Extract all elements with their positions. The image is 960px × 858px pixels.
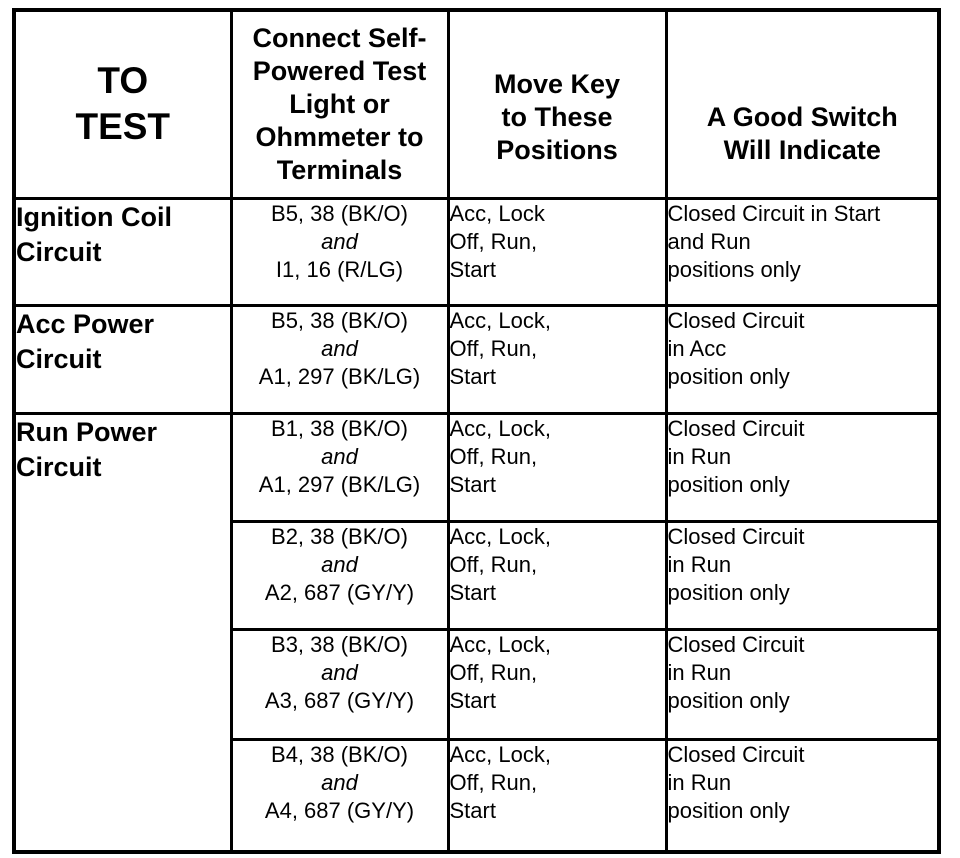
indication-line: Closed Circuit: [667, 415, 805, 441]
header-row: [14, 10, 939, 198]
indication-line: Closed Circuit: [667, 741, 805, 767]
indication-cell: [666, 521, 939, 629]
and-connector: and: [321, 659, 358, 685]
key-position-line: Off, Run,: [449, 769, 538, 795]
indication-line: position only: [667, 687, 790, 713]
indication-line: Closed Circuit: [667, 523, 805, 549]
header-line: Terminals: [276, 154, 403, 185]
header-line: Light or: [289, 88, 390, 119]
key-position-line: Start: [449, 797, 496, 823]
key-position-line: Acc, Lock,: [449, 415, 551, 441]
switch-test-table-wrapper: [12, 8, 937, 850]
terminal-a: B1, 38 (BK/O): [271, 415, 408, 441]
indication-line: Closed Circuit: [667, 631, 805, 657]
table-row: [14, 198, 939, 305]
table-row: [14, 413, 939, 521]
test-circuit-cell: [14, 413, 231, 852]
key-position-line: Start: [449, 687, 496, 713]
key-position-line: Start: [449, 579, 496, 605]
test-circuit-line: Circuit: [16, 236, 102, 267]
indication-line: in Run: [667, 551, 732, 577]
header-line: Connect Self-: [252, 22, 427, 53]
header-line: TO: [97, 60, 149, 102]
terminal-b: I1, 16 (R/LG): [275, 256, 404, 282]
key-position-line: Start: [449, 363, 496, 389]
terminals-cell: [231, 629, 448, 739]
test-circuit-cell: [14, 305, 231, 413]
indication-cell: [666, 198, 939, 305]
and-connector: and: [321, 769, 358, 795]
key-position-line: Start: [449, 256, 496, 282]
key-position-line: Acc, Lock,: [449, 741, 551, 767]
switch-test-table: [12, 8, 941, 854]
key-positions-cell: [448, 739, 666, 852]
terminal-b: A1, 297 (BK/LG): [258, 363, 421, 389]
indication-line: positions only: [667, 256, 801, 282]
key-positions-cell: [448, 521, 666, 629]
header-move-key: [448, 10, 666, 198]
indication-line: position only: [667, 363, 790, 389]
terminal-b: A3, 687 (GY/Y): [264, 687, 415, 713]
test-circuit-line: Circuit: [16, 343, 102, 374]
key-position-line: Off, Run,: [449, 335, 538, 361]
key-position-line: Off, Run,: [449, 551, 538, 577]
indication-line: and Run: [667, 228, 751, 254]
test-circuit-line: Run Power: [16, 416, 158, 447]
key-position-line: Acc, Lock,: [449, 523, 551, 549]
terminal-b: A2, 687 (GY/Y): [264, 579, 415, 605]
table-row: [14, 305, 939, 413]
indication-line: Closed Circuit: [667, 307, 805, 333]
header-line: Powered Test: [252, 55, 427, 86]
test-circuit-cell: [14, 198, 231, 305]
indication-line: position only: [667, 471, 790, 497]
terminals-cell: [231, 413, 448, 521]
indication-cell: [666, 305, 939, 413]
header-line: Positions: [496, 134, 618, 165]
indication-line: in Run: [667, 659, 732, 685]
header-line: Move Key: [493, 68, 621, 99]
key-position-line: Acc, Lock,: [449, 307, 551, 333]
terminal-a: B2, 38 (BK/O): [271, 523, 408, 549]
indication-cell: [666, 629, 939, 739]
key-positions-cell: [448, 198, 666, 305]
test-circuit-line: Circuit: [16, 451, 102, 482]
header-line: A Good Switch: [706, 102, 898, 133]
and-connector: and: [321, 443, 358, 469]
indication-cell: [666, 739, 939, 852]
header-line: Ohmmeter to: [255, 121, 424, 152]
indication-line: in Run: [667, 769, 732, 795]
terminal-b: A1, 297 (BK/LG): [258, 471, 421, 497]
terminal-a: B5, 38 (BK/O): [271, 200, 408, 226]
key-position-line: Start: [449, 471, 496, 497]
header-connect-terminals: [231, 10, 448, 198]
header-to-test: [14, 10, 231, 198]
and-connector: and: [321, 228, 358, 254]
key-position-line: Acc, Lock,: [449, 631, 551, 657]
key-position-line: Acc, Lock: [449, 200, 545, 226]
key-positions-cell: [448, 413, 666, 521]
terminal-a: B4, 38 (BK/O): [271, 741, 408, 767]
and-connector: and: [321, 551, 358, 577]
indication-cell: [666, 413, 939, 521]
terminal-b: A4, 687 (GY/Y): [264, 797, 415, 823]
key-positions-cell: [448, 305, 666, 413]
indication-line: in Acc: [667, 335, 727, 361]
and-connector: and: [321, 335, 358, 361]
key-position-line: Off, Run,: [449, 443, 538, 469]
key-position-line: Off, Run,: [449, 228, 538, 254]
header-line: TEST: [75, 106, 171, 148]
indication-line: Closed Circuit in Start: [667, 200, 881, 226]
test-circuit-line: Acc Power: [16, 308, 155, 339]
header-line: Will Indicate: [723, 135, 881, 166]
indication-line: position only: [667, 579, 790, 605]
key-positions-cell: [448, 629, 666, 739]
header-line: to These: [501, 101, 613, 132]
key-position-line: Off, Run,: [449, 659, 538, 685]
terminal-a: B3, 38 (BK/O): [271, 631, 408, 657]
terminal-a: B5, 38 (BK/O): [271, 307, 408, 333]
header-good-switch: [666, 10, 939, 198]
indication-line: in Run: [667, 443, 732, 469]
indication-line: position only: [667, 797, 790, 823]
test-circuit-line: Ignition Coil: [16, 201, 172, 232]
terminals-cell: [231, 305, 448, 413]
terminals-cell: [231, 198, 448, 305]
terminals-cell: [231, 739, 448, 852]
terminals-cell: [231, 521, 448, 629]
